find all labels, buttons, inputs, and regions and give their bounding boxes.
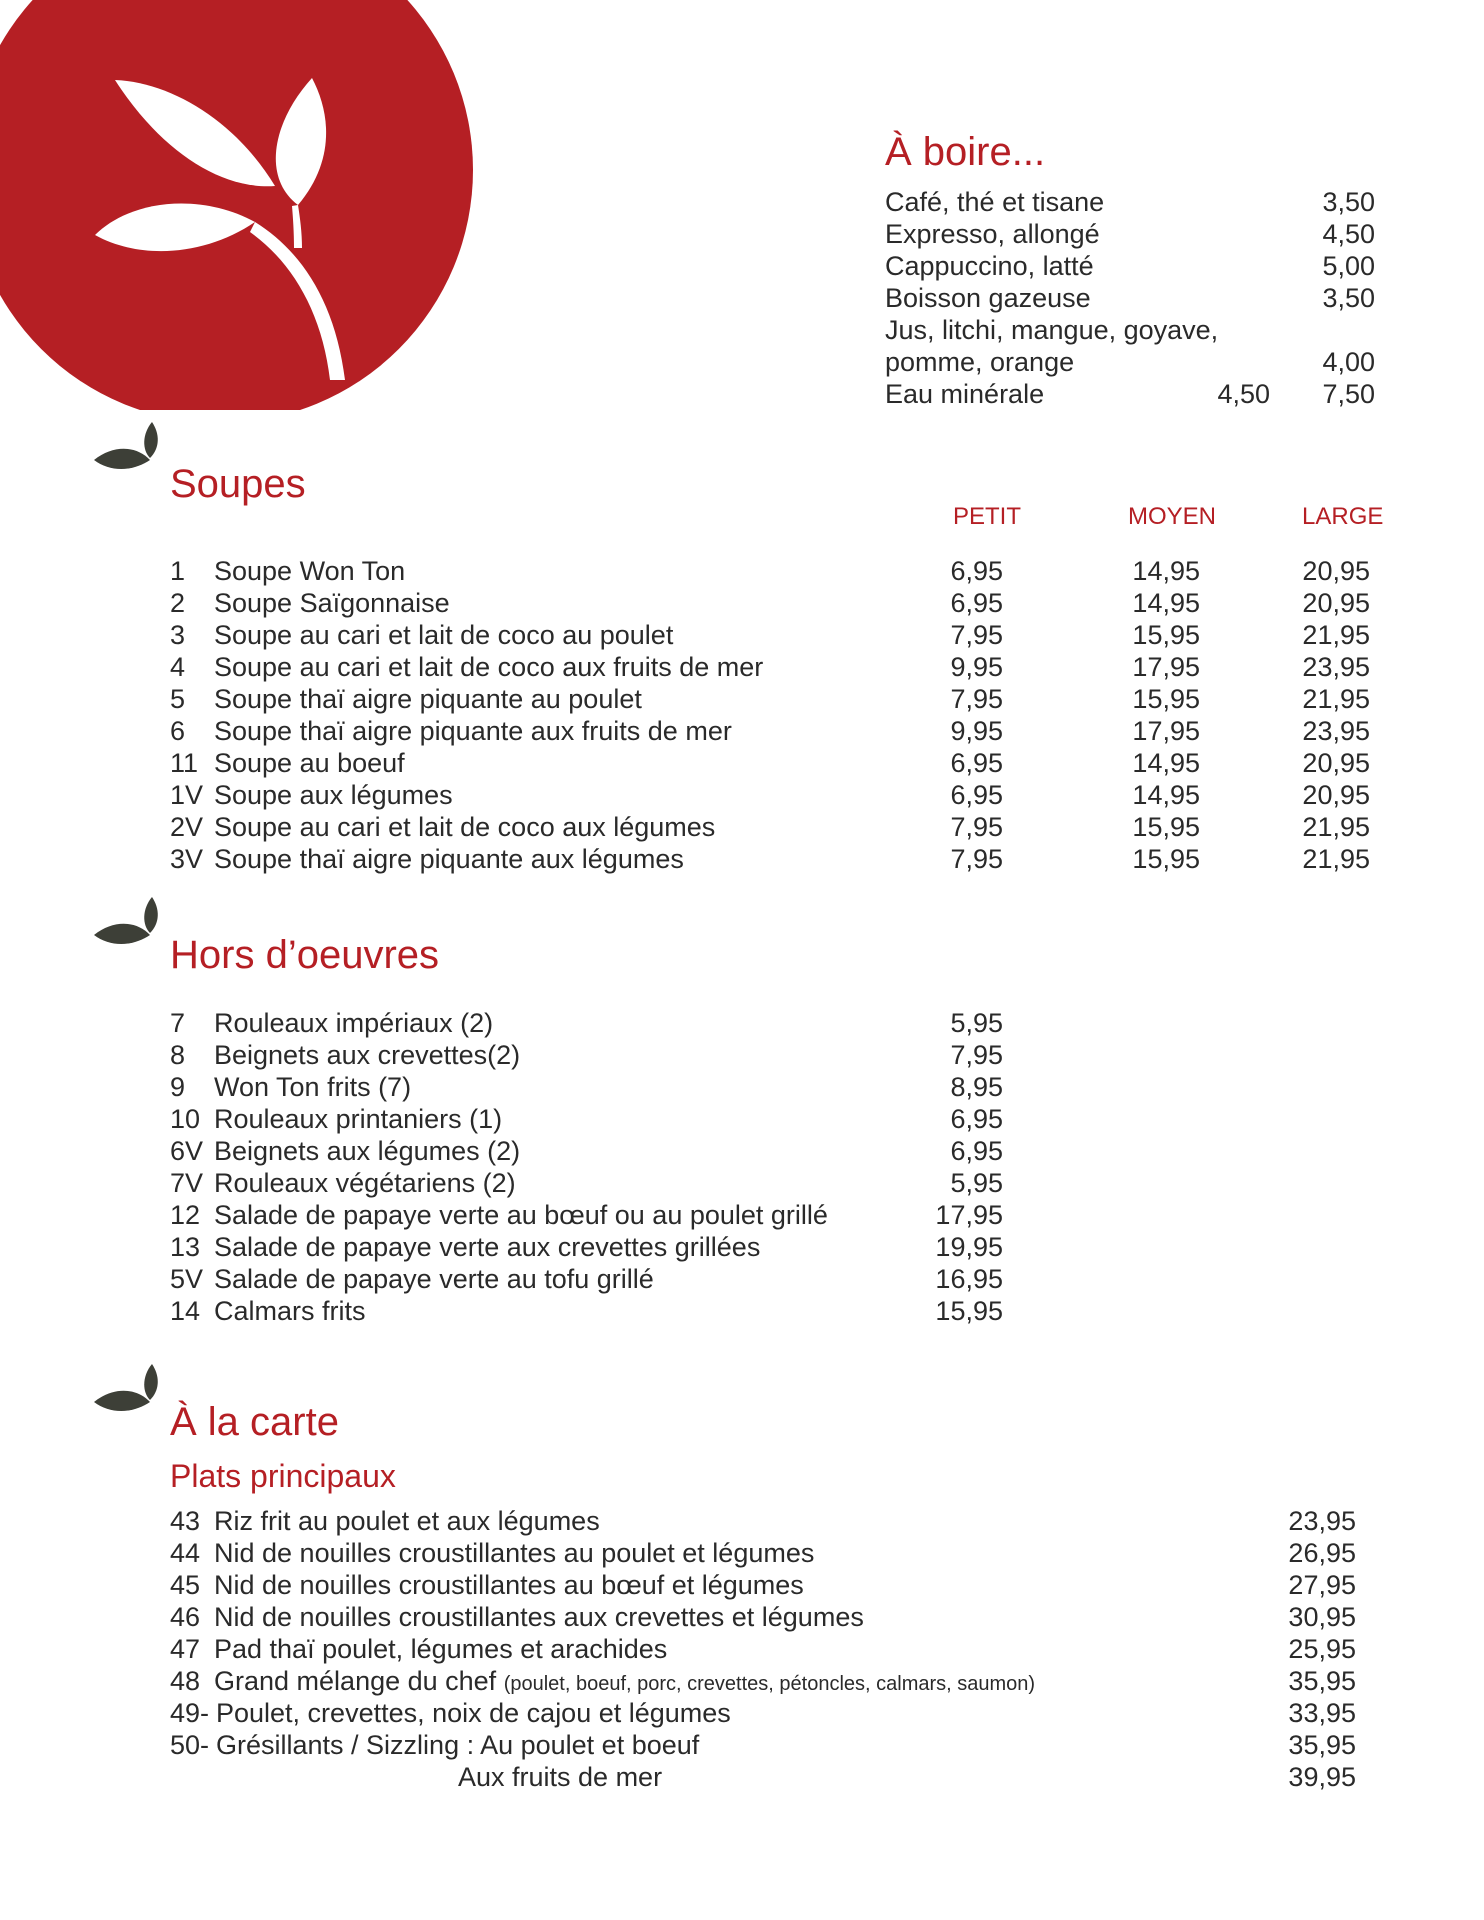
price-medium: 15,95: [1132, 844, 1200, 874]
price-small: 7,95: [950, 684, 1003, 714]
item-price: 25,95: [1288, 1634, 1356, 1664]
price-medium: 15,95: [1132, 620, 1200, 650]
item-name: Soupe thaï aigre piquante aux légumes: [214, 844, 684, 874]
item-name-text: Grésillants / Sizzling : Au poulet et boeuf: [216, 1730, 700, 1760]
price-large: 20,95: [1302, 748, 1370, 778]
leaf-bullet-icon: [92, 893, 162, 953]
item-name-text: Poulet, crevettes, noix de cajou et légumes: [216, 1698, 731, 1728]
price-small: 7,95: [950, 620, 1003, 650]
item-price: 23,95: [1288, 1506, 1356, 1536]
price-medium: 14,95: [1132, 748, 1200, 778]
item-price: 33,95: [1288, 1698, 1356, 1728]
drink-price: 5,00: [1322, 251, 1375, 281]
item-number: 1: [170, 556, 186, 586]
column-header-small: PETIT: [953, 503, 1022, 530]
drink-name: Boisson gazeuse: [885, 283, 1091, 313]
item-number: 50-: [170, 1730, 210, 1760]
drink-name: Jus, litchi, mangue, goyave,: [885, 315, 1219, 345]
drink-row: [885, 186, 1375, 218]
item-name: [216, 1698, 731, 1729]
item-price: 15,95: [935, 1296, 1003, 1326]
price-large: 21,95: [1302, 684, 1370, 714]
item-name: [458, 1762, 662, 1793]
item-name-text: Riz frit au poulet et aux légumes: [214, 1506, 600, 1536]
drink-price: 7,50: [1322, 379, 1375, 409]
price-small: 9,95: [950, 652, 1003, 682]
drink-name: Café, thé et tisane: [885, 187, 1105, 217]
price-small: 9,95: [950, 716, 1003, 746]
item-number: 7V: [170, 1168, 204, 1198]
item-name: Rouleaux impériaux (2): [214, 1008, 494, 1038]
item-name: Calmars frits: [214, 1296, 366, 1326]
drink-row: [885, 282, 1375, 314]
item-number: 47: [170, 1634, 201, 1664]
item-name: Soupe thaï aigre piquante au poulet: [214, 684, 642, 714]
item-number: 10: [170, 1104, 201, 1134]
item-name: Salade de papaye verte au bœuf ou au poulet grillé: [214, 1200, 828, 1230]
price-large: 20,95: [1302, 588, 1370, 618]
item-price: 5,95: [950, 1168, 1003, 1198]
drink-row: [885, 346, 1375, 378]
drink-name: pomme, orange: [885, 347, 1075, 377]
item-number: 5V: [170, 1264, 204, 1294]
item-price: 35,95: [1288, 1730, 1356, 1760]
price-medium: 15,95: [1132, 684, 1200, 714]
item-name: Soupe au cari et lait de coco aux légumes: [214, 812, 716, 842]
item-name: [214, 1602, 864, 1633]
a-la-carte-title: À la carte: [170, 1400, 339, 1444]
item-price: 5,95: [950, 1008, 1003, 1038]
item-name: Salade de papaye verte au tofu grillé: [214, 1264, 654, 1294]
item-number: 48: [170, 1666, 201, 1696]
price-small: 6,95: [950, 748, 1003, 778]
item-name-text: Pad thaï poulet, légumes et arachides: [214, 1634, 668, 1664]
item-number: 1V: [170, 780, 204, 810]
drink-price-small: 4,50: [1217, 379, 1270, 409]
drink-name: Cappuccino, latté: [885, 251, 1094, 281]
item-number: 45: [170, 1570, 201, 1600]
item-price: 6,95: [950, 1136, 1003, 1166]
appetizers-title: Hors d’oeuvres: [170, 933, 440, 977]
item-number: 46: [170, 1602, 201, 1632]
item-number: 4: [170, 652, 186, 682]
item-number: 49-: [170, 1698, 210, 1728]
item-name: Soupe au boeuf: [214, 748, 405, 778]
item-price: 39,95: [1288, 1762, 1356, 1792]
item-price: 30,95: [1288, 1602, 1356, 1632]
item-price: 16,95: [935, 1264, 1003, 1294]
item-number: 5: [170, 684, 186, 714]
item-number: 14: [170, 1296, 201, 1326]
item-number: 12: [170, 1200, 201, 1230]
item-number: 3V: [170, 844, 204, 874]
price-medium: 14,95: [1132, 556, 1200, 586]
restaurant-logo: [0, 0, 480, 410]
item-number: 13: [170, 1232, 201, 1262]
item-number: 8: [170, 1040, 186, 1070]
leaf-bullet-icon: [92, 418, 162, 478]
drink-price: 4,00: [1322, 347, 1375, 377]
item-name: Beignets aux légumes (2): [214, 1136, 521, 1166]
price-small: 6,95: [950, 588, 1003, 618]
drinks-list: [885, 186, 1375, 410]
item-name: [214, 1570, 804, 1601]
price-small: 6,95: [950, 556, 1003, 586]
item-name-text: Nid de nouilles croustillantes au poulet et légumes: [214, 1538, 815, 1568]
price-large: 20,95: [1302, 556, 1370, 586]
item-name: [214, 1634, 667, 1665]
item-price: 7,95: [950, 1040, 1003, 1070]
item-name: Soupe Saïgonnaise: [214, 588, 450, 618]
item-number: 7: [170, 1008, 186, 1038]
price-large: 21,95: [1302, 812, 1370, 842]
item-price: 35,95: [1288, 1666, 1356, 1696]
item-name-text: Grand mélange du chef: [214, 1666, 497, 1696]
price-small: 6,95: [950, 780, 1003, 810]
item-name-text: Nid de nouilles croustillantes aux crevettes et légumes: [214, 1602, 864, 1632]
price-large: 23,95: [1302, 716, 1370, 746]
price-small: 7,95: [950, 812, 1003, 842]
item-name: Salade de papaye verte aux crevettes grillées: [214, 1232, 761, 1262]
item-price: 8,95: [950, 1072, 1003, 1102]
item-number: 3: [170, 620, 186, 650]
item-number: 6V: [170, 1136, 204, 1166]
drink-price: 3,50: [1322, 187, 1375, 217]
drink-price: 3,50: [1322, 283, 1375, 313]
item-price: 27,95: [1288, 1570, 1356, 1600]
item-number: 9: [170, 1072, 186, 1102]
item-number: 11: [170, 748, 199, 778]
main-dishes-subtitle: Plats principaux: [170, 1458, 396, 1494]
item-name: [214, 1666, 1035, 1697]
price-large: 20,95: [1302, 780, 1370, 810]
drink-price: 4,50: [1322, 219, 1375, 249]
item-name: Beignets aux crevettes(2): [214, 1040, 521, 1070]
item-number: 43: [170, 1506, 201, 1536]
item-name: [216, 1730, 699, 1761]
item-name: [214, 1506, 600, 1537]
item-name: Won Ton frits (7): [214, 1072, 412, 1102]
item-name: Soupe au cari et lait de coco au poulet: [214, 620, 674, 650]
drink-row: [885, 314, 1375, 346]
price-medium: 15,95: [1132, 812, 1200, 842]
drink-row: [885, 218, 1375, 250]
item-name-text: Nid de nouilles croustillantes au bœuf et légumes: [214, 1570, 804, 1600]
item-price: 26,95: [1288, 1538, 1356, 1568]
item-name: Rouleaux végétariens (2): [214, 1168, 516, 1198]
item-name: Soupe Won Ton: [214, 556, 406, 586]
item-price: 6,95: [950, 1104, 1003, 1134]
price-medium: 17,95: [1132, 716, 1200, 746]
price-small: 7,95: [950, 844, 1003, 874]
price-medium: 14,95: [1132, 588, 1200, 618]
soups-title: Soupes: [170, 462, 306, 506]
item-price: 17,95: [935, 1200, 1003, 1230]
price-medium: 17,95: [1132, 652, 1200, 682]
item-name: Rouleaux printaniers (1): [214, 1104, 503, 1134]
price-medium: 14,95: [1132, 780, 1200, 810]
item-name: Soupe aux légumes: [214, 780, 453, 810]
drink-name: Eau minérale: [885, 379, 1045, 409]
item-number: 2V: [170, 812, 204, 842]
column-header-large: LARGE: [1302, 503, 1384, 530]
item-number: 2: [170, 588, 186, 618]
item-price: 19,95: [935, 1232, 1003, 1262]
price-large: 21,95: [1302, 620, 1370, 650]
item-name-text: Aux fruits de mer: [458, 1762, 663, 1792]
item-number: 6: [170, 716, 186, 746]
price-large: 21,95: [1302, 844, 1370, 874]
drink-row: [885, 378, 1375, 410]
item-note: (poulet, boeuf, porc, crevettes, pétoncles, calmars, saumon): [503, 1673, 1036, 1695]
item-name: Soupe thaï aigre piquante aux fruits de mer: [214, 716, 732, 746]
item-name: Soupe au cari et lait de coco aux fruits de mer: [214, 652, 764, 682]
price-large: 23,95: [1302, 652, 1370, 682]
drink-name: Expresso, allongé: [885, 219, 1100, 249]
leaf-bullet-icon: [92, 1360, 162, 1420]
item-number: 44: [170, 1538, 201, 1568]
item-name: [214, 1538, 814, 1569]
drink-row: [885, 250, 1375, 282]
column-header-medium: MOYEN: [1128, 503, 1217, 530]
drinks-title: À boire...: [885, 130, 1046, 174]
